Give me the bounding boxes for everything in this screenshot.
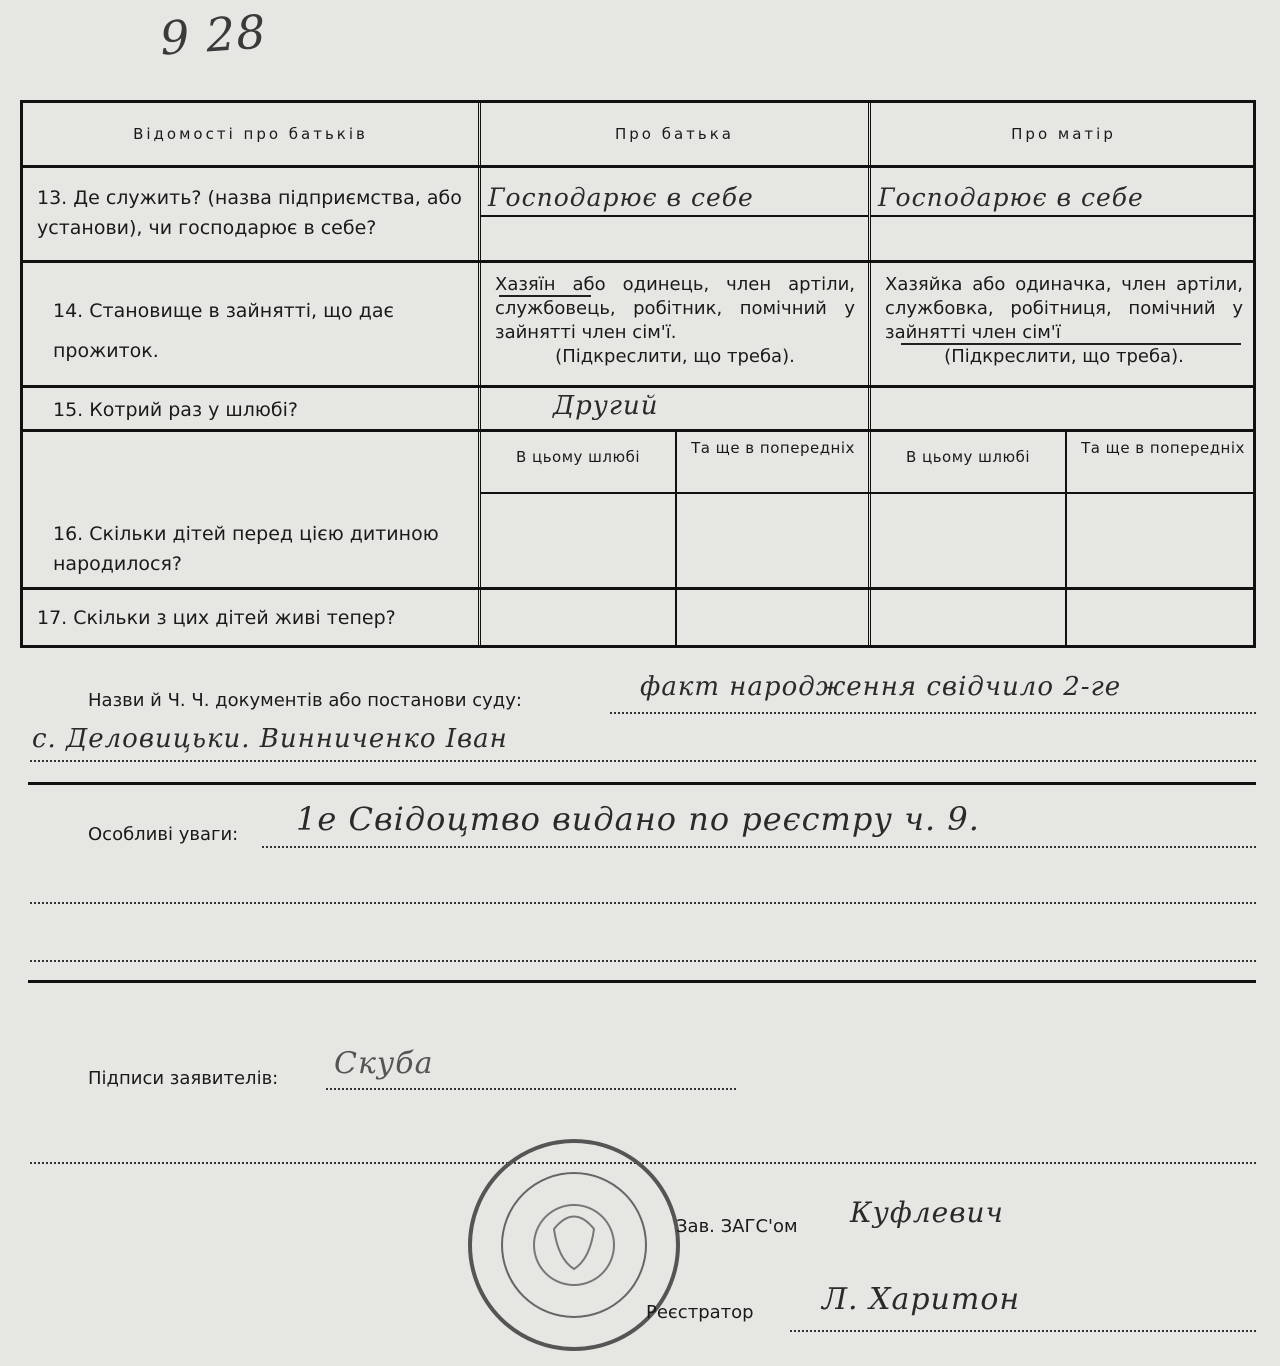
mother-underline-note: (Підкреслити, що треба). bbox=[944, 346, 1184, 367]
registrar-signature: Л. Харитон bbox=[822, 1282, 1021, 1317]
question-13-father-answer: Господарює в себе bbox=[488, 183, 754, 212]
subcolumn-divider bbox=[1065, 431, 1067, 648]
answer-line bbox=[871, 215, 1256, 217]
applicants-signature: Скуба bbox=[334, 1046, 434, 1081]
documents-value-line2: с. Деловицьки. Винниченко Іван bbox=[32, 724, 508, 754]
section-rule bbox=[28, 782, 1256, 785]
registry-head-label: Зав. ЗАГС'ом bbox=[676, 1216, 798, 1237]
mother-underline-mark bbox=[901, 343, 1241, 345]
row-divider bbox=[23, 385, 1253, 388]
question-14-mother-options bbox=[885, 273, 1243, 369]
applicants-dotted-line bbox=[326, 1088, 736, 1090]
notes-label: Особливі уваги: bbox=[88, 824, 239, 845]
father-underline-mark bbox=[499, 295, 591, 297]
row-divider bbox=[23, 165, 1253, 168]
notes-dotted-line-3 bbox=[30, 960, 1256, 962]
row-divider bbox=[23, 587, 1253, 590]
question-13-mother-answer: Господарює в себе bbox=[878, 183, 1144, 212]
applicants-signature-label: Підписи заявителів: bbox=[88, 1068, 279, 1089]
question-15-label: 15. Котрий раз у шлюбі? bbox=[53, 399, 298, 421]
father-occupation-options: Хазяїн або одинець, член артіли, службовець, робітник, помічний у зайнятті член сім'ї. bbox=[495, 274, 855, 343]
question-14-label: 14. Становище в зайнятті, що дає прожиток. bbox=[53, 300, 394, 362]
mother-occupation-options: Хазяйка або одиначка, член артіли, службовка, робітниця, помічний у зайнятті член сім'ї bbox=[885, 274, 1243, 343]
father-previous-header: Та ще в попередніх bbox=[691, 439, 855, 457]
header-parents-info: Відомості про батьків bbox=[133, 125, 368, 143]
question-16-label: 16. Скільки дітей перед цією дитиною народилося? bbox=[53, 523, 439, 575]
father-underline-note: (Підкреслити, що треба). bbox=[555, 346, 795, 367]
column-divider bbox=[868, 103, 871, 648]
stamp-emblem-shield bbox=[554, 1217, 594, 1270]
documents-dotted-line bbox=[610, 712, 1256, 714]
question-13-label: 13. Де служить? (назва підприємства, або установи), чи господарює в себе? bbox=[37, 187, 462, 239]
mother-this-marriage-header: В цьому шлюбі bbox=[905, 448, 1031, 466]
answer-line bbox=[481, 215, 868, 217]
documents-value-line1: факт народження свідчило 2-ге bbox=[640, 672, 1122, 702]
documents-label: Назви й Ч. Ч. документів або постанови суду: bbox=[88, 690, 522, 711]
row-divider bbox=[23, 260, 1253, 263]
parents-info-table bbox=[20, 100, 1256, 648]
subcolumn-divider bbox=[675, 431, 677, 648]
row-divider bbox=[23, 429, 1253, 432]
stamp-inner-ring bbox=[502, 1173, 646, 1317]
corner-handwritten-note: 9 28 bbox=[158, 4, 269, 66]
header-father: Про батька bbox=[614, 125, 735, 143]
documents-dotted-line-2 bbox=[30, 760, 1256, 762]
notes-dotted-line-2 bbox=[30, 902, 1256, 904]
question-17-label: 17. Скільки з цих дітей живі тепер? bbox=[37, 607, 396, 629]
section-rule bbox=[28, 980, 1256, 983]
registrar-dotted-line bbox=[790, 1330, 1256, 1332]
question-14-father-options bbox=[495, 273, 855, 369]
subheader-divider bbox=[481, 492, 1256, 494]
registry-head-signature: Куфлевич bbox=[850, 1196, 1004, 1229]
notes-dotted-line bbox=[262, 846, 1256, 848]
question-15-father-answer: Другий bbox=[553, 391, 659, 421]
father-this-marriage-header: В цьому шлюбі bbox=[515, 448, 641, 466]
mother-previous-header: Та ще в попередніх bbox=[1081, 439, 1245, 457]
notes-value: 1е Свідоцтво видано по реєстру ч. 9. bbox=[296, 800, 980, 838]
header-mother: Про матір bbox=[1011, 125, 1116, 143]
registrar-label: Реєстратор bbox=[646, 1302, 754, 1323]
column-divider bbox=[478, 103, 481, 648]
